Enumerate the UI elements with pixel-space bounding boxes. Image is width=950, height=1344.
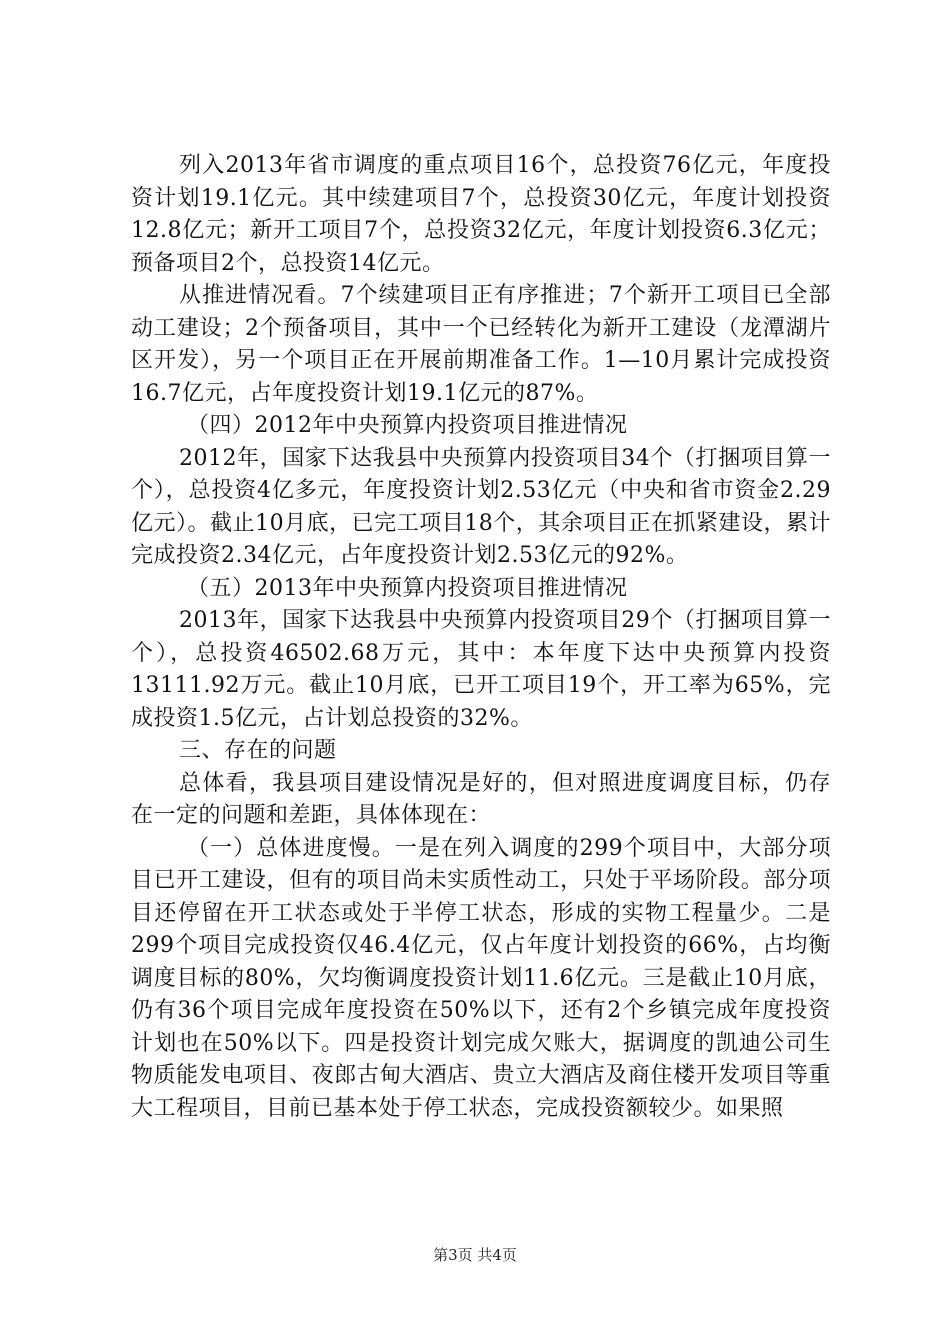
heading-section-5: （五）2013年中央预算内投资项目推进情况 — [187, 575, 628, 601]
paragraph-progress: 从推进情况看。7个续建项目正有序推进；7个新开工项目已全部动工建设；2个预备项目，其中一个已经转化为新开工建设（龙潭湖片区开发），另一个项目正在开展前期准备工作。1—10月累计完成投资16.7亿元，占年度投资计划19.1亿元的87%。 — [131, 283, 831, 406]
heading-problems: 三、存在的问题 — [179, 738, 337, 763]
paragraph-key-projects: 列入2013年省市调度的重点项目16个，总投资76亿元，年度投资计划19.1亿元。其中续建项目7个，总投资30亿元，年度计划投资12.8亿元；新开工项目7个，总投资32亿元，年度计划投资6.3亿元；预备项目2个，总投资14亿元。 — [131, 153, 831, 276]
paragraph-overview: 总体看，我县项目建设情况是好的，但对照进度调度目标，仍存在一定的问题和差距，具体体现在： — [131, 770, 831, 828]
page-footer: 第3页 共4页 — [433, 1246, 517, 1264]
heading-section-4: （四）2012年中央预算内投资项目推进情况 — [187, 413, 628, 438]
document-body — [131, 150, 831, 1125]
paragraph-slow-progress: （一）总体进度慢。一是在列入调度的299个项目中，大部分项目已开工建设，但有的项目尚未实质性动工，只处于平场阶段。部分项目还停留在开工状态或处于半停工状态，形成的实物工程量少。二是299个项目完成投资仅46.4亿元，仅占年度计划投资的66%，占均衡调度目标的80%，欠均衡调度投资计划11.6亿元。三是截止10月底，仍有36个项目完成年度投资在50%以下，还有2个乡镇完成年度投资计划也在50%以下。四是投资计划完成欠账大，据调度的凯迪公司生物质能发电项目、夜郎古甸大酒店、贵立大酒店及商住楼开发项目等重大工程项目，目前已基本处于停工状态，完成投资额较少。如果照 — [131, 835, 831, 1121]
paragraph-2012-projects: 2012年，国家下达我县中央预算内投资项目34个（打捆项目算一个），总投资4亿多元，年度投资计划2.53亿元（中央和省市资金2.29亿元）。截止10月底，已完工项目18个，其余项目正在抓紧建设，累计完成投资2.34亿元，占年度投资计划2.53亿元的92%。 — [131, 445, 831, 568]
paragraph-2013-projects: 2013年，国家下达我县中央预算内投资项目29个（打捆项目算一个），总投资46502.68万元，其中：本年度下达中央预算内投资13111.92万元。截止10月底，已开工项目19个，开工率为65%，完成投资1.5亿元，占计划总投资的32%。 — [131, 608, 831, 731]
